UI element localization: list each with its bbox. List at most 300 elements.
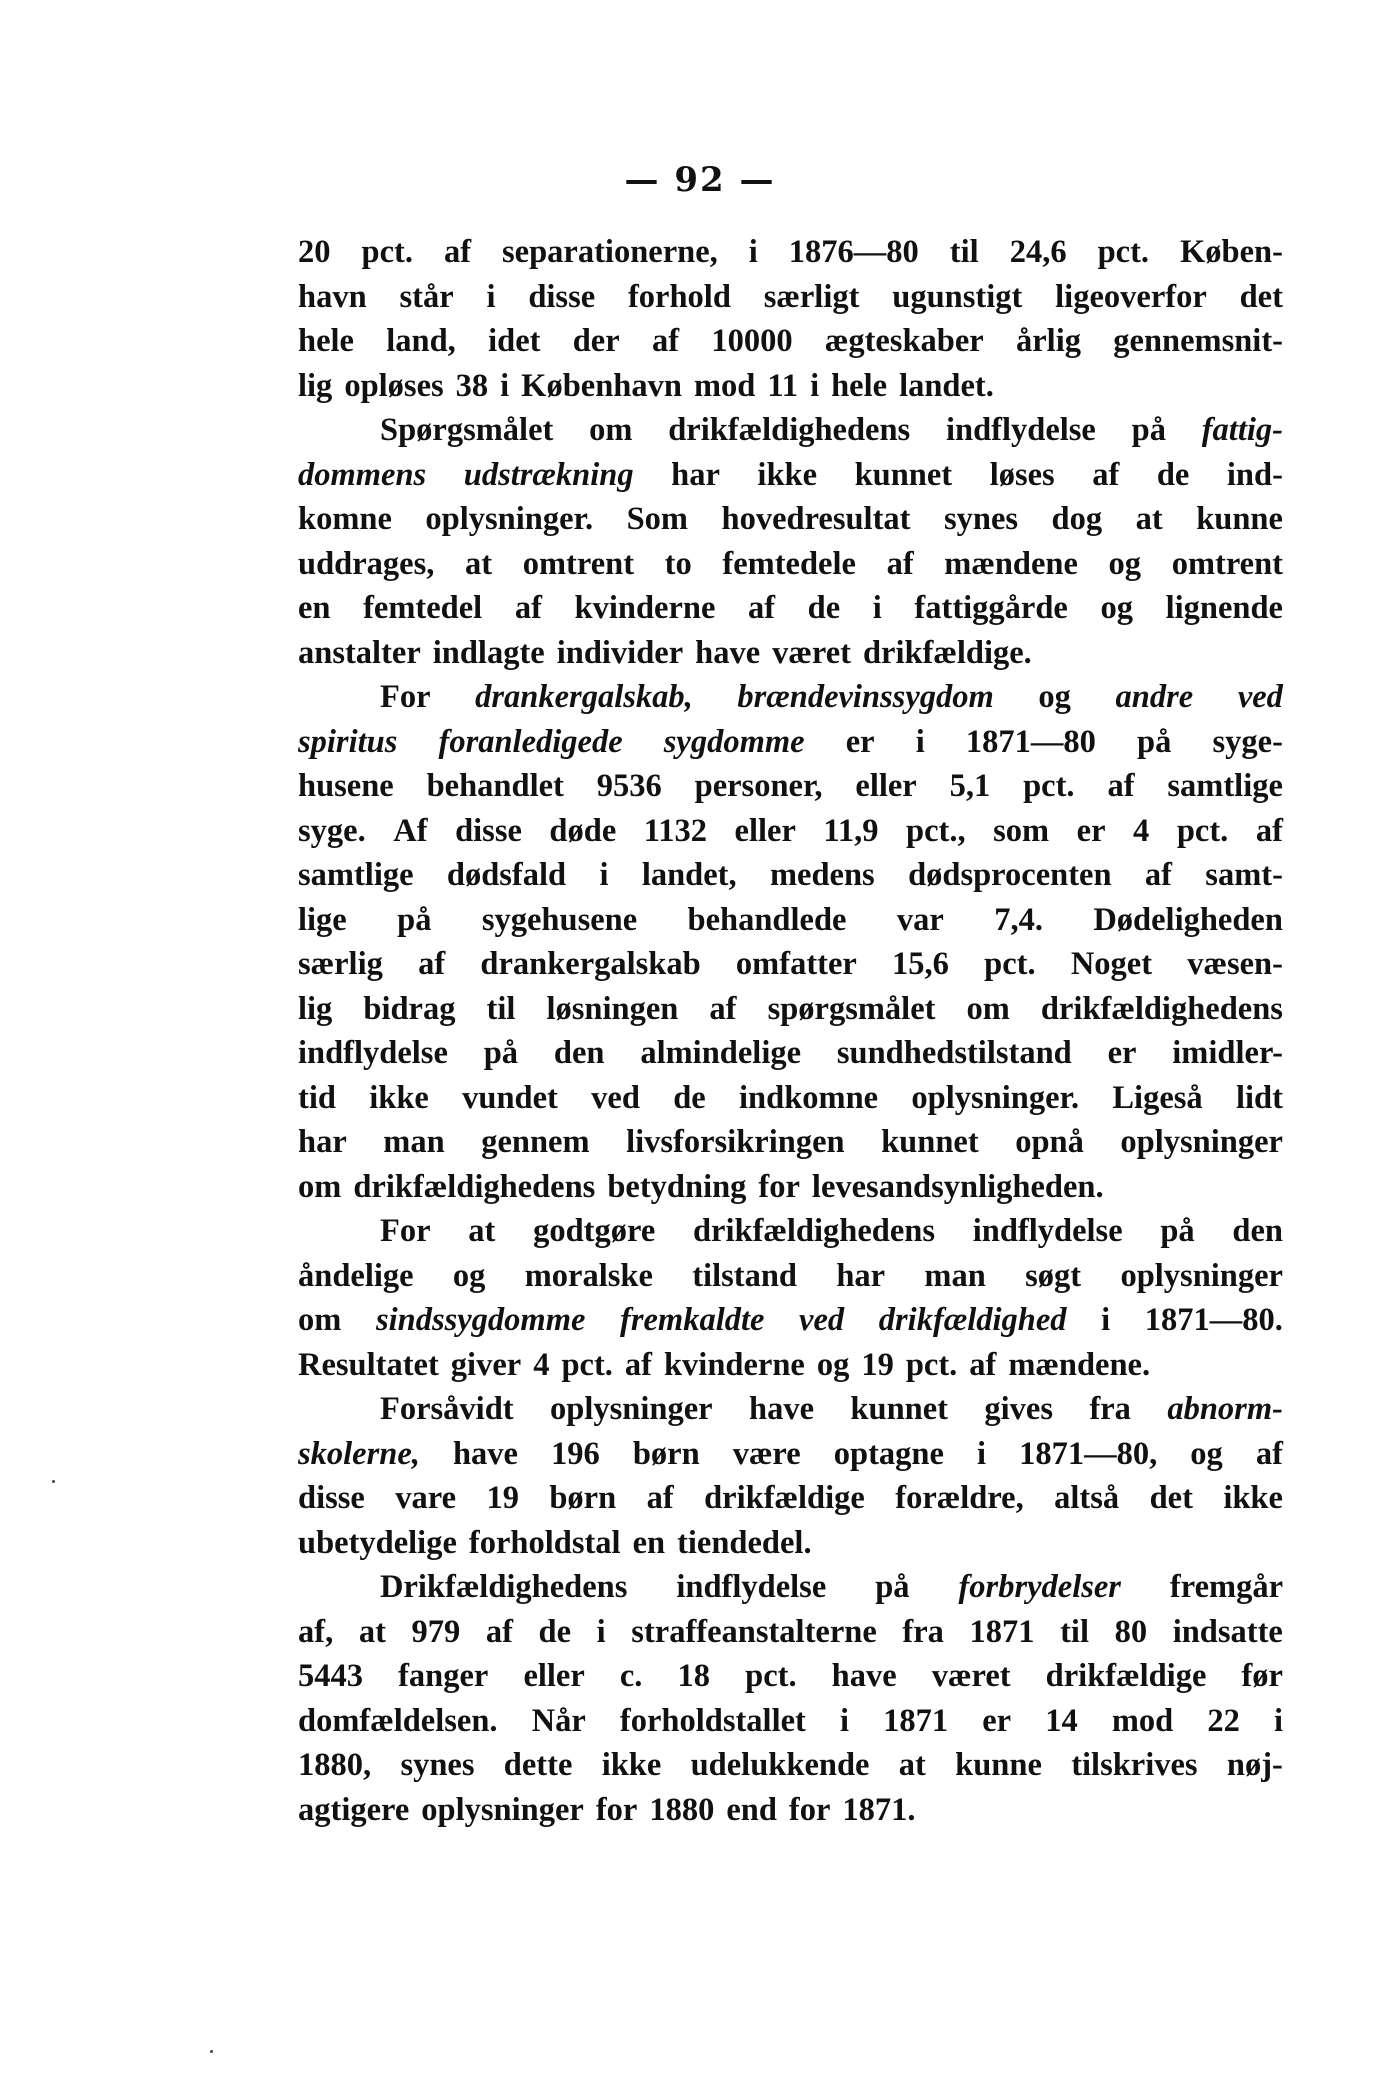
text-line [298, 230, 1283, 275]
word: separationerne, [502, 234, 718, 270]
word: tilstand [692, 1257, 797, 1294]
word: til [486, 990, 516, 1027]
word: 80 [1114, 1613, 1148, 1650]
word: som [993, 812, 1050, 849]
word: den [1232, 1213, 1283, 1249]
text-line [298, 809, 1283, 854]
word: at [465, 545, 493, 582]
word: Noget [1070, 946, 1153, 982]
word: fra [902, 1613, 944, 1650]
word: 18 [677, 1658, 711, 1694]
word: 38 [455, 367, 489, 404]
word: 196 [551, 1435, 600, 1472]
text-line [298, 1788, 1283, 1833]
word: udelukkende [690, 1747, 870, 1783]
word: af [651, 323, 680, 359]
text-line [298, 1120, 1283, 1165]
word: vare [395, 1480, 457, 1516]
word: om [966, 990, 1010, 1027]
word: kvinderne [574, 590, 716, 626]
word: 1876—80 [788, 234, 919, 270]
word: af [1107, 768, 1135, 804]
word: i [872, 590, 882, 626]
word: pct. [561, 1346, 613, 1383]
word: fattiggårde [914, 590, 1068, 626]
word: bidrag [363, 990, 456, 1027]
word: var [896, 901, 944, 938]
word: i [976, 1435, 986, 1472]
text-line [298, 453, 1283, 498]
text-line [298, 1743, 1283, 1788]
word: til [1060, 1613, 1089, 1650]
text-line [298, 586, 1283, 631]
word: syge- [1212, 723, 1283, 760]
text-line [298, 542, 1283, 587]
word: c. [619, 1658, 643, 1694]
word: af [485, 1613, 513, 1650]
word: ægteskaber [824, 323, 984, 359]
word: at [1135, 501, 1163, 537]
word: oplysninger [550, 1391, 713, 1427]
word: opløses [344, 367, 444, 404]
word: pct. [1097, 234, 1150, 270]
word: ikke [757, 456, 818, 493]
word: 11,9 [823, 812, 879, 849]
word: spørgsmålet [767, 990, 936, 1027]
word: på [397, 901, 432, 938]
word: på [1131, 412, 1166, 448]
word: 9536 [596, 768, 662, 804]
word: af [1255, 1435, 1283, 1472]
scan-speck [210, 2050, 213, 2053]
word: indflydelse [676, 1569, 827, 1605]
word: 1132 [643, 812, 707, 849]
word: af [969, 1346, 997, 1383]
word: kunne [955, 1747, 1042, 1783]
word: og [1038, 679, 1071, 715]
word: have [452, 1435, 518, 1472]
word: landet, [641, 857, 737, 893]
word: for [595, 1791, 638, 1828]
word: drikfældighedens [353, 1168, 596, 1205]
word: drikfældige [704, 1480, 865, 1516]
word: fattig- [1201, 412, 1283, 448]
word: gives [984, 1391, 1054, 1427]
word: gennemsnit- [1113, 323, 1283, 359]
word: en [632, 1524, 666, 1561]
word: lidt [1235, 1079, 1283, 1116]
word: lig [298, 367, 333, 404]
word: almindelige [640, 1035, 802, 1071]
word: i [1101, 1302, 1111, 1338]
word: de [673, 1079, 706, 1116]
word: land, [386, 323, 456, 359]
text-line [298, 720, 1283, 765]
word: 24,6 [1009, 234, 1067, 270]
word: ikke [369, 1079, 429, 1116]
word: to [664, 545, 692, 582]
word: dødsprocenten [908, 857, 1112, 893]
word: pct. [905, 1346, 958, 1383]
word: været [931, 1658, 1011, 1694]
word: lignende [1165, 590, 1283, 626]
text-line [298, 987, 1283, 1032]
word: 19 [486, 1480, 519, 1516]
scan-speck [52, 1480, 55, 1483]
word: For [380, 679, 431, 715]
word: særlig [298, 946, 383, 982]
word: kunnet [854, 456, 953, 493]
word: indlagte [432, 634, 545, 671]
word: i [486, 278, 496, 315]
page-number: — 92 — [624, 160, 776, 200]
word: på [875, 1569, 910, 1605]
word: forbrydelser [958, 1569, 1121, 1605]
word: 14 [1045, 1702, 1078, 1739]
word: 1880, [298, 1747, 372, 1783]
word: og [1100, 590, 1133, 626]
word: oplysninger [1120, 1257, 1283, 1294]
text-line [298, 1298, 1283, 1343]
text-line [298, 1699, 1283, 1744]
word: står [399, 278, 454, 315]
word: fanger [398, 1658, 489, 1694]
word: har [298, 1124, 347, 1160]
word: på [483, 1035, 519, 1071]
word: om [298, 1302, 342, 1338]
word: 7,4. [994, 901, 1043, 938]
word: har [671, 456, 720, 493]
word: drikfældighedens [1040, 990, 1283, 1027]
word: børn [549, 1480, 617, 1516]
word: mod [693, 367, 756, 404]
word: hovedresultat [721, 501, 911, 537]
word: har [836, 1257, 886, 1294]
word: eller [734, 812, 796, 849]
word: om [589, 412, 633, 448]
word: i [748, 234, 758, 270]
word: af [514, 590, 542, 626]
word: de [538, 1613, 572, 1650]
word: dødsfald [446, 857, 567, 893]
word: at [898, 1747, 926, 1783]
word: pct. [984, 946, 1036, 982]
word: kunne [1196, 501, 1283, 537]
word: indkomne [739, 1079, 879, 1116]
word: ikke [601, 1747, 662, 1783]
word: have [695, 634, 761, 671]
word: i [810, 367, 820, 404]
word: pct. [1176, 812, 1229, 849]
word: for [788, 1791, 831, 1828]
word: i [599, 857, 609, 893]
text-line [298, 1165, 1283, 1210]
word: der [572, 323, 620, 359]
word: 20 [298, 234, 331, 270]
word: været [772, 634, 851, 671]
word: Dødeligheden [1093, 901, 1283, 938]
word: af [747, 590, 776, 626]
word: oplysninger [421, 1791, 584, 1828]
word: de [1156, 456, 1190, 493]
word: femtedel [363, 590, 483, 626]
word: drankergalskab, [475, 679, 693, 715]
word: synes [944, 501, 1019, 537]
word: giver [450, 1346, 522, 1383]
word: at [358, 1613, 386, 1650]
word: mod [1111, 1702, 1174, 1739]
word: af [443, 234, 472, 270]
word: altså [1054, 1480, 1120, 1516]
word: nøj- [1226, 1747, 1283, 1783]
word: drikfældighedens [668, 412, 911, 448]
word: indsatte [1172, 1613, 1283, 1650]
word: andre [1115, 679, 1194, 715]
word: løsningen [546, 990, 679, 1027]
word: 1871—80, [1019, 1435, 1158, 1472]
word: pct., [906, 812, 966, 849]
word: fremgår [1169, 1569, 1283, 1605]
word: er [845, 723, 875, 760]
word: husene [298, 768, 394, 804]
word: foranledigede [438, 723, 623, 760]
word: disse [298, 1480, 365, 1516]
word: fremkaldte [620, 1302, 765, 1338]
word: og [452, 1257, 486, 1294]
text-line [298, 319, 1283, 364]
word: sundhedstilstand [836, 1035, 1072, 1071]
word: dog [1051, 501, 1103, 537]
word: moralske [524, 1257, 653, 1294]
word: Spørgsmålet [380, 412, 554, 448]
word: den [553, 1035, 605, 1071]
word: fra [1089, 1391, 1131, 1427]
word: dommens [298, 456, 427, 493]
word: havn [298, 278, 367, 315]
word: at [468, 1213, 496, 1249]
word: 19 [861, 1346, 894, 1383]
word: tiendedel. [677, 1524, 812, 1561]
word: idet [488, 323, 541, 359]
word: og [1108, 545, 1142, 582]
word: indflydelse [298, 1035, 448, 1071]
text-line [298, 1343, 1283, 1388]
word: dette [503, 1747, 573, 1783]
word: 979 [411, 1613, 461, 1650]
word: i [500, 367, 510, 404]
word: hele [831, 367, 888, 404]
word: pct. [361, 234, 413, 270]
text-line [298, 942, 1283, 987]
word: syge. [298, 812, 366, 849]
word: drikfældige. [862, 634, 1032, 671]
word: sindssygdomme [375, 1302, 586, 1338]
word: straffeanstalterne [631, 1613, 877, 1650]
text-line [298, 764, 1283, 809]
word: imidler- [1172, 1035, 1283, 1071]
word: væsen- [1187, 946, 1283, 982]
word: agtigere [298, 1791, 410, 1828]
word: 11 [767, 367, 799, 404]
word: 5443 [298, 1658, 363, 1694]
word: af [418, 946, 446, 982]
text-line [298, 1521, 1283, 1566]
word: på [1160, 1213, 1195, 1249]
word: sygdomme [663, 723, 805, 760]
word: For [380, 1213, 431, 1249]
word: i [839, 1702, 850, 1739]
word: af [624, 1346, 652, 1383]
word: abnorm- [1167, 1391, 1283, 1427]
text-line [298, 1209, 1283, 1254]
word: ind- [1226, 456, 1283, 493]
word: Drikfældighedens [380, 1569, 628, 1605]
word: pct. [745, 1658, 797, 1694]
word: 5,1 [949, 768, 991, 804]
text-line [298, 275, 1283, 320]
word: mændene. [1008, 1346, 1151, 1383]
word: drikfældighed [878, 1302, 1067, 1338]
word: drikfældige [1045, 1658, 1207, 1694]
word: af [1144, 857, 1172, 893]
text-line [298, 631, 1283, 676]
word: samt- [1205, 857, 1283, 893]
word: oplysninger [1120, 1124, 1283, 1160]
word: ubetydelige [298, 1524, 457, 1561]
word: end [726, 1791, 777, 1828]
word: 10000 [711, 323, 793, 359]
word: de [807, 590, 841, 626]
word: individer [556, 634, 684, 671]
text-line [298, 497, 1283, 542]
word: have [749, 1391, 814, 1427]
text-line [298, 675, 1283, 720]
word: samtlige [1167, 768, 1283, 804]
word: uddrages, [298, 545, 435, 582]
word: komne [298, 501, 392, 537]
word: omfatter [735, 946, 857, 982]
word: anstalter [298, 634, 421, 671]
word: af, [298, 1613, 334, 1650]
word: lige [298, 901, 347, 938]
text-line [298, 1031, 1283, 1076]
word: løses [989, 456, 1055, 493]
word: eller [523, 1658, 585, 1694]
text-line [298, 1654, 1283, 1699]
word: synes [400, 1747, 475, 1783]
text-line [298, 853, 1283, 898]
word: forholdstal [468, 1524, 621, 1561]
word: samtlige [298, 857, 414, 893]
word: brændevinssygdom [737, 679, 994, 715]
word: ved [591, 1079, 640, 1116]
word: ligeoverfor [1055, 278, 1207, 315]
word: årlig [1016, 323, 1081, 359]
word: ugunstigt [892, 278, 1023, 315]
word: Af [393, 812, 428, 849]
word: Når [531, 1702, 586, 1739]
word: omtrent [522, 545, 635, 582]
word: lig [298, 990, 333, 1027]
word: på [1137, 723, 1172, 760]
word: hele [298, 323, 354, 359]
word: vundet [462, 1079, 558, 1116]
word: 4 [1133, 812, 1150, 849]
text-line [298, 1476, 1283, 1521]
text-line [298, 1387, 1283, 1432]
word: kunnet [850, 1391, 948, 1427]
word: af [1092, 456, 1120, 493]
text-line [298, 408, 1283, 453]
word: ved [799, 1302, 845, 1338]
word: ved [1237, 679, 1283, 715]
word: tid [298, 1079, 336, 1116]
word: 15,6 [892, 946, 949, 982]
word: forhold [627, 278, 731, 315]
word: åndelige [298, 1257, 414, 1294]
word: være [732, 1435, 801, 1472]
word: forældre, [895, 1480, 1024, 1516]
text-line [298, 1610, 1283, 1655]
word: er [1107, 1035, 1137, 1071]
word: oplysninger. [425, 501, 594, 537]
word: Køben- [1180, 234, 1283, 270]
word: domfældelsen. [298, 1702, 498, 1739]
word: sygehusene [481, 901, 638, 938]
word: kvinderne [663, 1346, 805, 1383]
word: til [949, 234, 979, 270]
word: levesandsynligheden. [811, 1168, 1104, 1205]
word: femtedele [722, 545, 856, 582]
text-line [298, 1432, 1283, 1477]
text-line [298, 1565, 1283, 1610]
word: drankergalskab [480, 946, 701, 982]
word: drikfældighedens [692, 1213, 935, 1249]
word: 1880 [649, 1791, 715, 1828]
word: af [709, 990, 737, 1027]
word: København [521, 367, 682, 404]
body-text [298, 230, 1283, 1832]
word: Resultatet [298, 1346, 439, 1383]
word: særligt [763, 278, 860, 315]
word: gennem [481, 1124, 590, 1160]
text-line [298, 1076, 1283, 1121]
word: Forsåvidt [380, 1391, 514, 1427]
word: omtrent [1171, 545, 1283, 582]
word: medens [769, 857, 875, 893]
word: man [924, 1257, 986, 1294]
word: spiritus [298, 723, 398, 760]
word: livsforsikringen [626, 1124, 845, 1160]
word: mændene [944, 545, 1078, 582]
word: godtgøre [533, 1213, 656, 1249]
word: oplysninger. [911, 1079, 1080, 1116]
word: personer, [694, 768, 823, 804]
word: pct. [1023, 768, 1075, 804]
word: disse [455, 812, 522, 849]
word: om [298, 1168, 342, 1205]
word: landet. [899, 367, 994, 404]
word: søgt [1025, 1257, 1082, 1294]
word: udstrækning [463, 456, 634, 493]
word: have [831, 1658, 897, 1694]
word: og [816, 1346, 850, 1383]
word: behandlet [426, 768, 564, 804]
word: behandlede [687, 901, 847, 938]
word: i [915, 723, 925, 760]
word: kunnet [881, 1124, 979, 1160]
word: i [1273, 1702, 1283, 1739]
